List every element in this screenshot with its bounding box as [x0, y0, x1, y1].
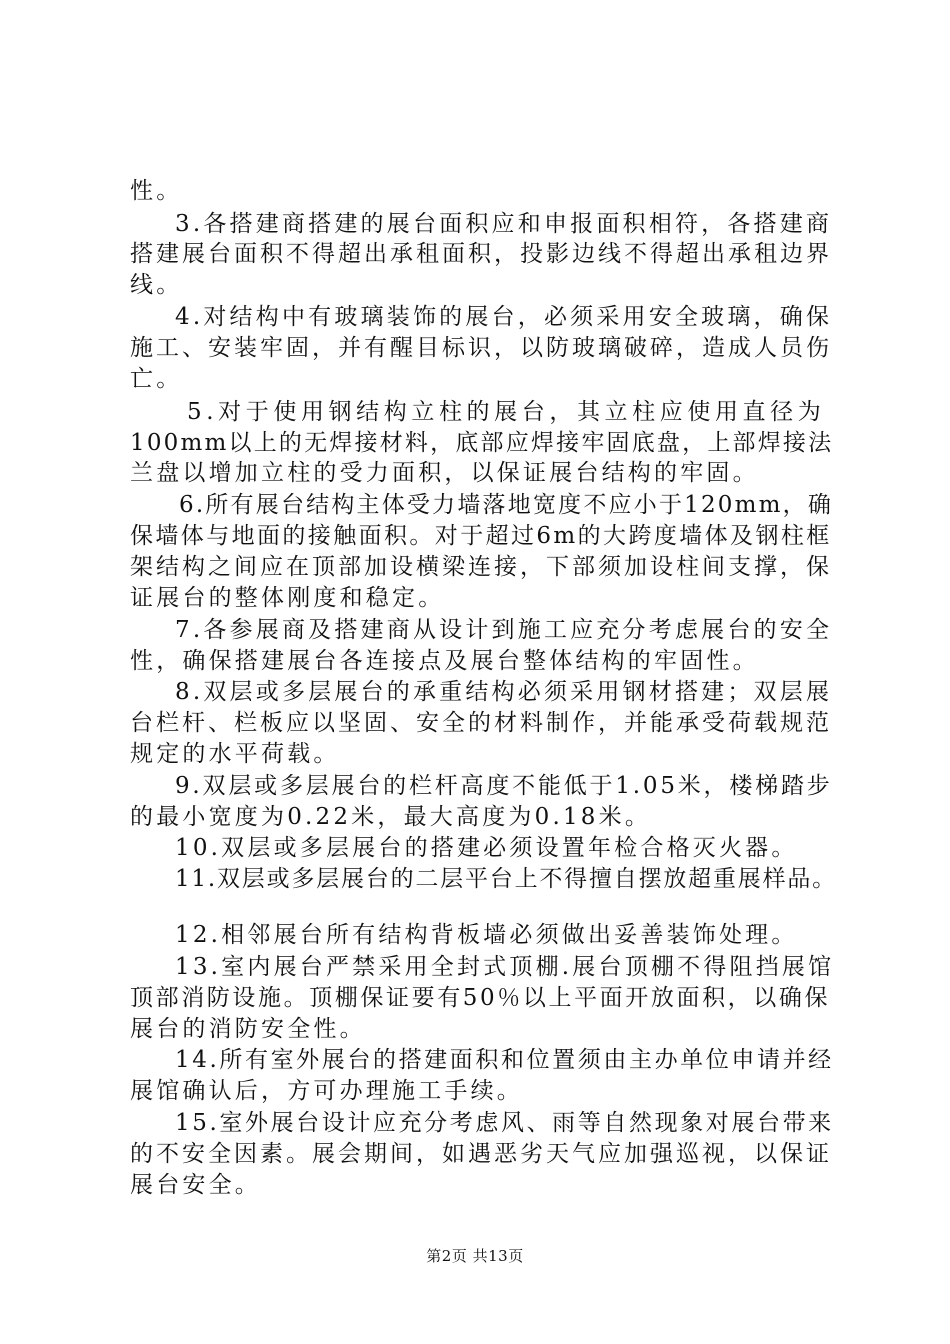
- text-line: 14.所有室外展台的搭建面积和位置须由主办单位申请并经: [175, 1047, 834, 1073]
- text-line: 施工、安装牢固，并有醒目标识，以防玻璃破碎，造成人员伤: [130, 335, 832, 361]
- text-line: 顶部消防设施。顶棚保证要有50％以上平面开放面积，以确保: [130, 985, 831, 1011]
- text-line: 11.双层或多层展台的二层平台上不得擅自摆放超重展样品。: [175, 866, 837, 892]
- text-line: 搭建展台面积不得超出承租面积，投影边线不得超出承租边界: [130, 241, 832, 267]
- text-line: 7.各参展商及搭建商从设计到施工应充分考虑展台的安全: [175, 617, 833, 643]
- text-line: 15.室外展台设计应充分考虑风、雨等自然现象对展台带来: [175, 1110, 834, 1136]
- text-line: 架结构之间应在顶部加设横梁连接，下部须加设柱间支撑，保: [130, 554, 832, 580]
- text-line: 13.室内展台严禁采用全封式顶棚.展台顶棚不得阻挡展馆: [175, 954, 835, 980]
- text-line: 亡。: [130, 366, 183, 392]
- text-line: 8.双层或多层展台的承重结构必须采用钢材搭建；双层展: [175, 679, 833, 705]
- text-line: 展馆确认后，方可办理施工手续。: [130, 1078, 523, 1104]
- text-line: 12.相邻展台所有结构背板墙必须做出妥善装饰处理。: [175, 922, 798, 948]
- text-line: 展台安全。: [130, 1172, 261, 1198]
- text-line: 性。: [130, 178, 183, 204]
- text-line: 保墙体与地面的接触面积。对于超过6m的大跨度墙体及钢柱框: [130, 523, 832, 549]
- text-line: 100mm以上的无焊接材料，底部应焊接牢固底盘，上部焊接法: [130, 430, 834, 456]
- text-line: 4.对结构中有玻璃装饰的展台，必须采用安全玻璃，确保: [175, 304, 833, 330]
- text-line: 的最小宽度为0.22米，最大高度为0.18米。: [130, 804, 652, 830]
- text-line: 证展台的整体刚度和稳定。: [130, 585, 445, 611]
- text-line: 台栏杆、栏板应以坚固、安全的材料制作，并能承受荷载规范: [130, 710, 832, 736]
- text-line: 兰盘以增加立柱的受力面积，以保证展台结构的牢固。: [130, 460, 759, 486]
- text-line: 线。: [130, 272, 183, 298]
- text-line: 3.各搭建商搭建的展台面积应和申报面积相符，各搭建商: [175, 211, 833, 237]
- text-line: 性，确保搭建展台各连接点及展台整体结构的牢固性。: [130, 648, 759, 674]
- text-line: 规定的水平荷载。: [130, 741, 340, 767]
- text-line: 5.对于使用钢结构立柱的展台，其立柱应使用直径为: [187, 399, 826, 425]
- page-number-footer: 第2页 共13页: [426, 1247, 524, 1265]
- text-line: 9.双层或多层展台的栏杆高度不能低于1.05米，楼梯踏步: [175, 773, 833, 799]
- text-line: 展台的消防安全性。: [130, 1016, 366, 1042]
- text-line: 6.所有展台结构主体受力墙落地宽度不应小于120mm，确: [179, 492, 834, 518]
- text-line: 10.双层或多层展台的搭建必须设置年检合格灭火器。: [175, 835, 798, 861]
- text-line: 的不安全因素。展会期间，如遇恶劣天气应加强巡视，以保证: [130, 1141, 832, 1167]
